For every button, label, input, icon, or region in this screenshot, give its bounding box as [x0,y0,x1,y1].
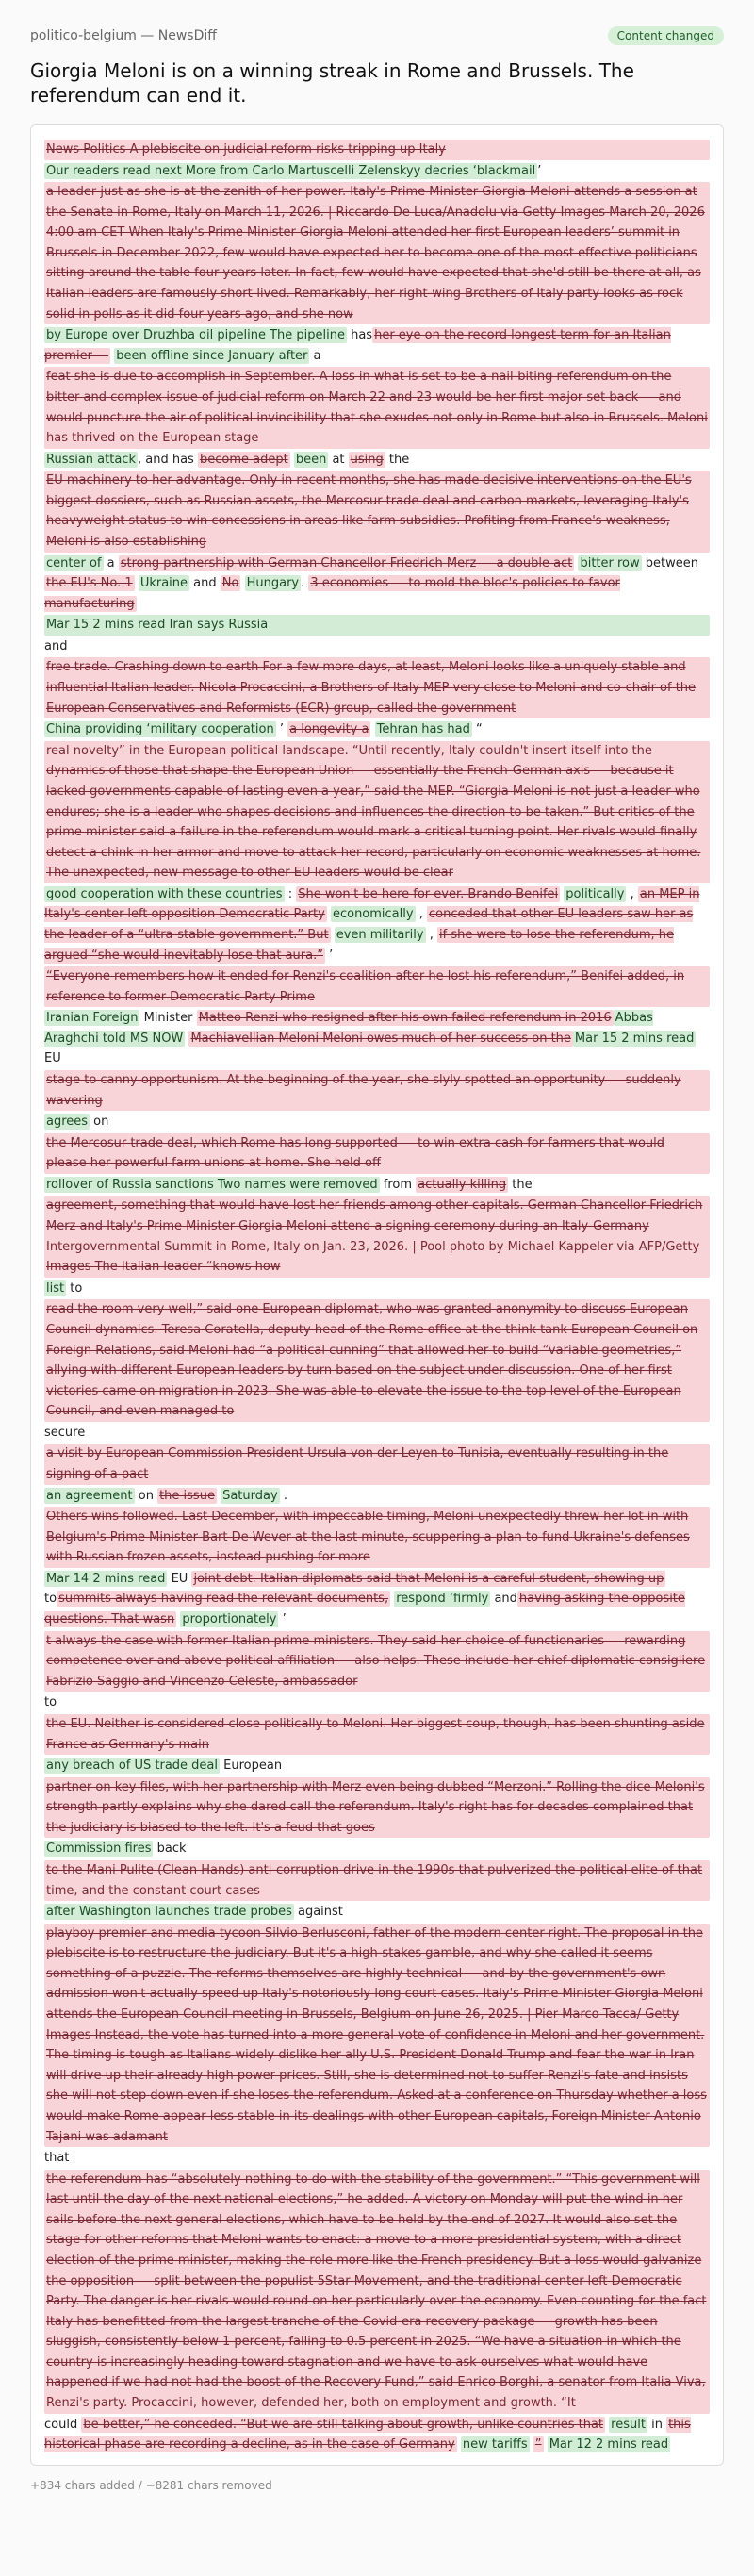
removed-text: become adept [199,452,288,467]
unchanged-text: , [415,907,427,922]
removed-text: this historical phase are recording a decline, as in the case of Germany [44,2417,691,2452]
unchanged-text: a [103,555,119,570]
removed-text: “Everyone remembers how it ended for Renzi's coalition after he lost his referendum,” Benifei added, in reference to former Democratic Party Prime [44,966,710,1007]
diff-summary: +834 chars added / −8281 chars removed [30,2478,272,2492]
removed-text: Matteo Renzi who resigned after his own failed referendum in 2016 [198,1011,612,1026]
unchanged-text: on [134,1488,158,1503]
added-text: any breach of US trade deal [46,1759,219,1774]
removed-text: joint debt. Italian diplomats said that Meloni is a careful student, showing up [193,1571,664,1586]
unchanged-text: to [44,1695,57,1710]
unchanged-text: , and has [138,452,198,467]
unchanged-text: in [647,2417,667,2432]
removed-text: 3 economies — to mold the bloc's policies to favor manufacturing [44,576,620,611]
unchanged-text: back [153,1841,187,1857]
unchanged-text: EU [44,1051,61,1066]
removed-text: playboy premier and media tycoon Silvio Berlusconi, father of the modern center-right. The proposal in the plebiscite is to restructure the judiciary. But it's a high-stakes gamble, and why she called it seems something of a puzzle. The reforms themselves are highly technical — and by the government's own admission won't actually speed up Italy's notoriously long court cases. Italy's Prime Minister Giorgia Meloni attends the European Council meeting in Brussels, Belgium on June 26, 2025. | Pier Marco Tacca/ Getty Images Instead, the vote has turned into a more general vote of confidence in Meloni and her government. The timing is tough as Italians widely dislike her ally U.S. President Donald Trump and fear the war in Iran will drive up their already high power prices. Still, she is determined not to suffer Renzi's fate and insists she will not step down even if she loses the referendum. Asked at a conference on Thursday whether a loss would make Rome appear less stable in its dealings with other European capitals, Foreign Minister Antonio Tajani was adamant [44,1924,710,2147]
added-text: even militarily [336,927,424,942]
unchanged-text: to [66,1280,83,1296]
removed-text: the referendum has “absolutely nothing to do with the stability of the government.” “This government will last until the day of the next national elections,” he added. A victory on Monday will put the wind in her sails before the next general elections, which have to be held by the end of 2027. It would also set the stage for other reforms that Meloni wants to enact: a move to a more presidential system, with a direct election of the prime minister, making the role more like the French presidency. But a loss would galvanize the opposition — split between the populist 5Star Movement, and the traditional center-left Democratic Party. The danger is her rivals would round on her particularly over the economy. Even counting for the fact Italy has benefitted from the largest tranche of the Covid-era recovery package — growth has been sluggish, consistently below 1 percent, falling to 0.5 percent in 2025. “We have a situation in which the country is increasingly heading toward stagnation and we have to ask ourselves what would have happened if we had not had the boost of the Recovery Fund,” said Enrico Borghi, a senator from Italia Viva, Renzi's party. Procaccini, however, defended her, both on employment and growth. “It [44,2170,710,2414]
added-text: center of [46,555,102,570]
added-text: agrees [46,1115,89,1130]
unchanged-text: . [279,1488,287,1503]
removed-text: free trade. Crashing down to earth For a few more days, at least, Meloni looks like a uniquely stable and influential Italian leader. Nicola Procaccini, a Brothers of Italy MEP very close to Meloni and co-chair of the European Conservatives and Reformists (ECR) group, called the government [44,657,710,718]
diff-card [30,124,724,2466]
added-text: Mar 12 2 mins read [549,2437,669,2452]
removed-text: the EU's No. 1 [46,576,133,591]
removed-text: strong partnership with German Chancellor Friedrich Merz — a double act [120,555,573,570]
unchanged-text: the [508,1177,533,1192]
removed-text: News Politics A plebiscite on judicial reform risks tripping up Italy [44,140,710,160]
added-text: Tehran has had [376,722,470,737]
removed-text: having asking the opposite questions. That wasn [44,1592,685,1627]
unchanged-text [370,722,374,736]
unchanged-text: that [44,2151,70,2166]
removed-text: using [350,452,384,467]
removed-text: her eye on the record longest term for an Italian premier — [44,328,671,363]
added-text: Mar 15 2 mins read Iran says Russia [44,615,710,636]
removed-text: the Mercosur trade deal, which Rome has long supported — to win extra cash for farmers that would please her powerful farm unions at home. She held off [44,1133,710,1174]
unchanged-text: EU [167,1571,192,1586]
removed-text: agreement, something that would have lost her friends among other capitals. German Chancellor Friedrich Merz and Italy's Prime Minister Giorgia Meloni attend a signing ceremony during an Italy-Germany Intergovernmental Summit in Rome, Italy on Jan. 23, 2026. | Pool photo by Michael Kappeler via AFP/Getty Images The Italian leader “knows how [44,1196,710,1277]
unchanged-text: Minister [139,1011,197,1026]
removed-text: partner on key files, with her partnership with Merz even being dubbed “Merzoni.” Rolling the dice Meloni's strength partly explains why she dared call the referendum. Italy's right has for decades complained that the judiciary is biased to the left. It's a feud that goes [44,1777,710,1839]
removed-text: be better,” he conceded. “But we are still talking about growth, unlike countries that [83,2417,604,2432]
added-text: Hungary [246,576,300,591]
added-text: been [295,452,327,467]
unchanged-text: : [284,886,297,901]
unchanged-text: and [490,1592,517,1607]
unchanged-text: on [90,1115,109,1130]
added-text: economically [332,907,414,922]
unchanged-text: ’ [275,722,288,737]
unchanged-text: and [189,576,221,591]
added-text: new tariffs [462,2437,528,2452]
removed-text: a visit by European Commission President Ursula von der Leyen to Tunisia, eventually resulting in the signing of a pact [44,1444,710,1484]
removed-text: to the Mani Pulite (Clean Hands) anti-corruption drive in the 1990s that pulverized the political elite of that time, and the constant court cases [44,1860,710,1901]
removed-text: if she were to lose the referendum, he argued “she would inevitably lose that aura.” [44,927,674,963]
unchanged-text: and [44,638,68,653]
unchanged-text: ’ [324,948,334,963]
unchanged-text: from [379,1177,417,1192]
removed-text: a longevity a [289,722,369,737]
unchanged-text: could [44,2417,82,2432]
removed-text: read the room very well,” said one European diplomat, who was granted anonymity to discuss European Council dynamics. Teresa Coratella, deputy head of the Rome office at the think tank European Council on Foreign Relations, said Meloni had “a political cunning” that allowed her to build “variable geometries,” allying with different European leaders by turn based on the subject under discussion. One of her first victories came on migration in 2023. She was able to elevate the issue to the top level of the European Council, and even managed to [44,1299,710,1421]
removed-text: actually killing [418,1177,507,1192]
added-text: after Washington launches trade probes [46,1905,292,1920]
added-text: good cooperation with these countries [46,886,283,901]
added-text: result [611,2417,646,2432]
top-bar [30,26,724,45]
added-text: by Europe over Druzhba oil pipeline The pipeline [46,328,345,343]
added-text: Iranian Foreign [46,1011,139,1026]
removed-text: feat she is due to accomplish in September. A loss in what is set to be a nail-biting referendum on the bitter and complex issue of judicial reform on March 22 and 23 would be her first major set back — and would puncture the air of political invincibility that she exudes not only in Rome but also in Brussels. Meloni has thrived on the European stage [44,367,710,448]
unchanged-text [240,576,244,590]
source-label: politico-belgium — NewsDiff [30,28,217,43]
removed-text: conceded that other EU leaders saw her as the leader of a “ultra-stable government.” But [44,907,694,942]
unchanged-text: , [425,927,437,942]
added-text: politically [566,886,625,901]
unchanged-text: secure [44,1425,86,1440]
removed-text: No [221,576,239,591]
removed-text: EU machinery to her advantage. Only in recent months, she has made decisive interventions on the EU's biggest dossiers, such as Russian assets, the Mercosur trade deal and carbon markets, leveraging Italy's heavyweight status to win concessions in areas like farm subsidies. Profiting from France's weakness, Meloni is also establishing [44,471,710,552]
removed-text: Machiavellian Meloni Meloni owes much of her success on the [190,1031,571,1046]
added-text: Our readers read next More from Carlo Martuscelli Zelenskyy decries ‘blackmail [46,163,536,178]
removed-text: stage to canny opportunism. At the beginning of the year, she slyly spotted an opportunity — suddenly wavering [44,1070,710,1111]
status-badge: Content changed [608,26,724,45]
added-text: bitter row [580,555,640,570]
removed-text: ” [534,2437,542,2452]
unchanged-text: a [309,348,321,363]
added-text: Mar 14 2 mins read [46,1571,166,1586]
added-text: Ukraine [139,576,188,591]
added-text: respond ‘firmly [396,1592,489,1607]
unchanged-text: between [641,555,699,570]
removed-text: the issue [159,1488,215,1503]
removed-text: the EU. Neither is considered close politically to Meloni. Her biggest coup, though, has been shunting aside France as Germany's main [44,1714,710,1755]
unchanged-text: European [220,1759,283,1774]
page-title: Giorgia Meloni is on a winning streak in Rome and Brussels. The referendum can end it. [30,59,634,107]
removed-text: summits always having read the relevant documents, [58,1592,389,1607]
unchanged-text: has [346,328,373,343]
unchanged-text: . [301,576,309,591]
added-text: been offline since January after [116,348,308,363]
removed-text: real novelty” in the European political landscape. “Until recently, Italy couldn't insert itself into the dynamics of those that shape the European Union — essentially the French-German axis — because it lacked governments capable of lasting even a year,” said the MEP. “Giorgia Meloni is not just a leader who endures; she is a leader who shapes decisions and influences the direction to be taken.” But critics of the prime minister said a failure in the referendum would mark a critical turning point. Her rivals would finally detect a chink in her armor and move to attack her record, particularly on economic weaknesses at home. The unexpected, new message to other EU leaders would be clear [44,741,710,883]
added-text: proportionately [182,1612,277,1627]
added-text: an agreement [46,1488,133,1503]
removed-text: an MEP in Italy's center-left opposition Democratic Party [44,886,700,922]
added-text: Abbas Araghchi told MS NOW [44,1011,653,1046]
added-text: China providing ‘military cooperation [46,722,274,737]
unchanged-text: , [626,886,638,901]
removed-text: She won't be here for ever. Brando Benifei [298,886,559,901]
unchanged-text: ’ [537,163,542,178]
added-text: rollover of Russia sanctions Two names were removed [46,1177,378,1192]
added-text: Saturday [222,1488,278,1503]
unchanged-text: against [293,1905,343,1920]
removed-text: a leader just as she is at the zenith of her power. Italy's Prime Minister Giorgia Meloni attends a session at the Senate in Rome, Italy on March 11, 2026. | Riccardo De Luca/Anadolu via Getty Images March 20, 2026 4:00 am CET When Italy's Prime Minister Giorgia Meloni attended her first European leaders’ summit in Brussels in December 2022, few would have expected her to become one of the most effective politicians sitting around the table four years later. In fact, few would have expected that she'd still be there at all, as Italian leaders are famously short-lived. Remarkably, her right-wing Brothers of Italy party looks as rock solid in polls as it did four years ago, and she now [44,182,710,324]
added-text: Commission fires [46,1841,152,1857]
unchanged-text: “ [471,722,483,737]
unchanged-text: to [44,1592,57,1607]
unchanged-text: ’ [278,1612,287,1627]
unchanged-text: the [385,452,410,467]
added-text: Russian attack [46,452,136,467]
removed-text: t always the case with former Italian prime ministers. They said her choice of functionaries — rewarding competence over and above political affiliation — also helps. These include her chief diplomatic consigliere Fabrizio Saggio and Vincenzo Celeste, ambassador [44,1631,710,1693]
unchanged-text: at [328,452,349,467]
removed-text: Others wins followed. Last December, with impeccable timing, Meloni unexpectedly threw her lot in with Belgium's Prime Minister Bart De Wever at the last minute, scuppering a plan to fund Ukraine's defenses with Russian frozen assets, instead pushing for more [44,1507,710,1568]
added-text: Mar 15 2 mins read [574,1031,695,1046]
added-text: list [46,1280,65,1296]
